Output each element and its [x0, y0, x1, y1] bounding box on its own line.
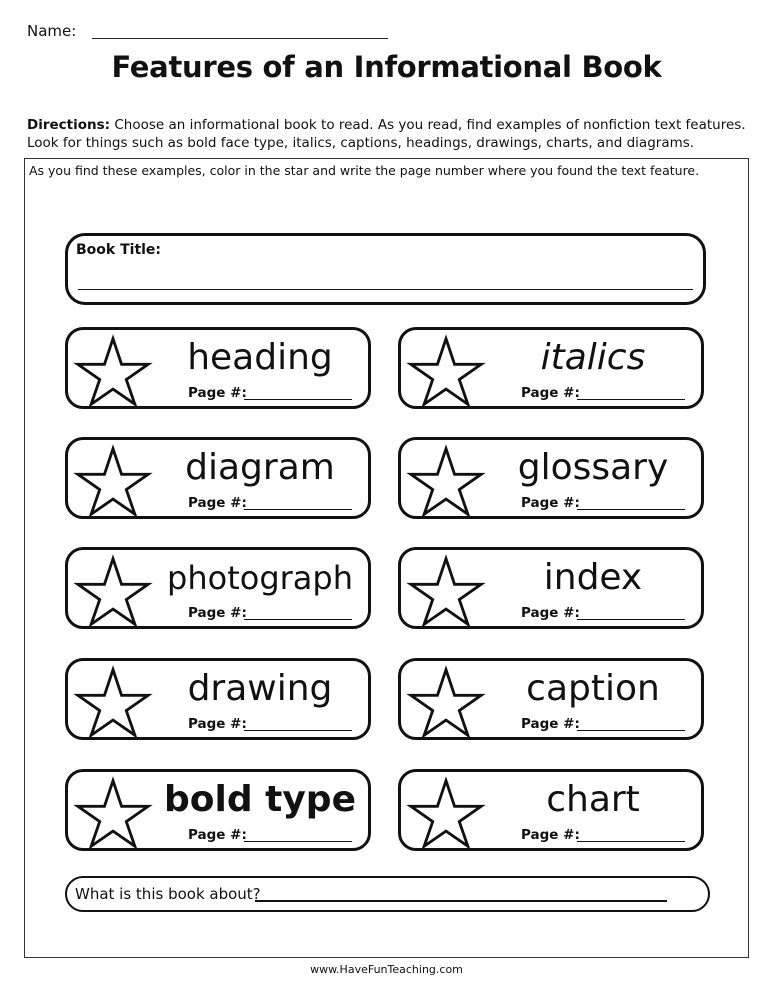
page-number-field[interactable] [577, 841, 685, 842]
page-number-label: Page #: [521, 605, 580, 621]
worksheet-instruction: As you find these examples, color in the star and write the page number where you found the text feature. [29, 163, 700, 178]
book-about-label: What is this book about? [75, 885, 261, 903]
feature-word: caption [526, 668, 660, 709]
page-number-label: Page #: [188, 495, 247, 511]
star-icon[interactable] [72, 664, 154, 740]
book-about-box [65, 876, 710, 912]
feature-card [398, 658, 704, 740]
page-number-field[interactable] [244, 399, 352, 400]
star-icon[interactable] [72, 553, 154, 629]
feature-card [65, 769, 371, 851]
page-number-label: Page #: [188, 716, 247, 732]
book-title-label: Book Title: [76, 242, 162, 258]
name-label: Name: [27, 22, 77, 40]
page-number-field[interactable] [577, 399, 685, 400]
feature-word: chart [546, 779, 640, 820]
page-number-label: Page #: [188, 385, 247, 401]
page-title: Features of an Informational Book [111, 50, 662, 84]
feature-card [398, 327, 704, 409]
star-icon[interactable] [405, 443, 487, 519]
star-icon[interactable] [72, 443, 154, 519]
feature-word: diagram [185, 447, 335, 488]
page-number-field[interactable] [577, 730, 685, 731]
footer-site: www.HaveFunTeaching.com [310, 963, 463, 976]
page-number-label: Page #: [188, 827, 247, 843]
directions-text: Choose an informational book to read. As you read, find examples of nonfiction text features. Look for things such as bold face type, italics, captions, headings, drawings, charts, and diagrams. [27, 117, 746, 151]
star-icon[interactable] [72, 775, 154, 851]
page-number-label: Page #: [521, 385, 580, 401]
page-number-label: Page #: [521, 495, 580, 511]
feature-word: heading [187, 337, 333, 378]
directions-label: Directions: [27, 117, 111, 133]
feature-card [65, 437, 371, 519]
feature-word: bold type [163, 779, 356, 820]
page-number-label: Page #: [521, 716, 580, 732]
feature-card [65, 547, 371, 629]
star-icon[interactable] [405, 333, 487, 409]
feature-word: glossary [517, 447, 669, 488]
page-number-field[interactable] [244, 509, 352, 510]
feature-card [398, 437, 704, 519]
page-number-field[interactable] [244, 619, 352, 620]
feature-card [398, 547, 704, 629]
name-field[interactable] [92, 38, 388, 39]
feature-word: drawing [187, 668, 333, 709]
worksheet-box [24, 158, 749, 958]
page-number-label: Page #: [521, 827, 580, 843]
directions [27, 116, 747, 152]
star-icon[interactable] [405, 553, 487, 629]
feature-word: index [543, 557, 643, 598]
book-about-field[interactable] [255, 900, 667, 902]
page-number-field[interactable] [577, 619, 685, 620]
page-number-field[interactable] [577, 509, 685, 510]
page-number-label: Page #: [188, 605, 247, 621]
feature-card [65, 658, 371, 740]
book-title-box [65, 233, 706, 305]
feature-word: photograph [167, 559, 353, 597]
book-title-field[interactable] [78, 289, 693, 290]
page-number-field[interactable] [244, 730, 352, 731]
star-icon[interactable] [405, 664, 487, 740]
feature-card [65, 327, 371, 409]
star-icon[interactable] [405, 775, 487, 851]
star-icon[interactable] [72, 333, 154, 409]
feature-card [398, 769, 704, 851]
page-number-field[interactable] [244, 841, 352, 842]
feature-word: italics [540, 337, 646, 378]
